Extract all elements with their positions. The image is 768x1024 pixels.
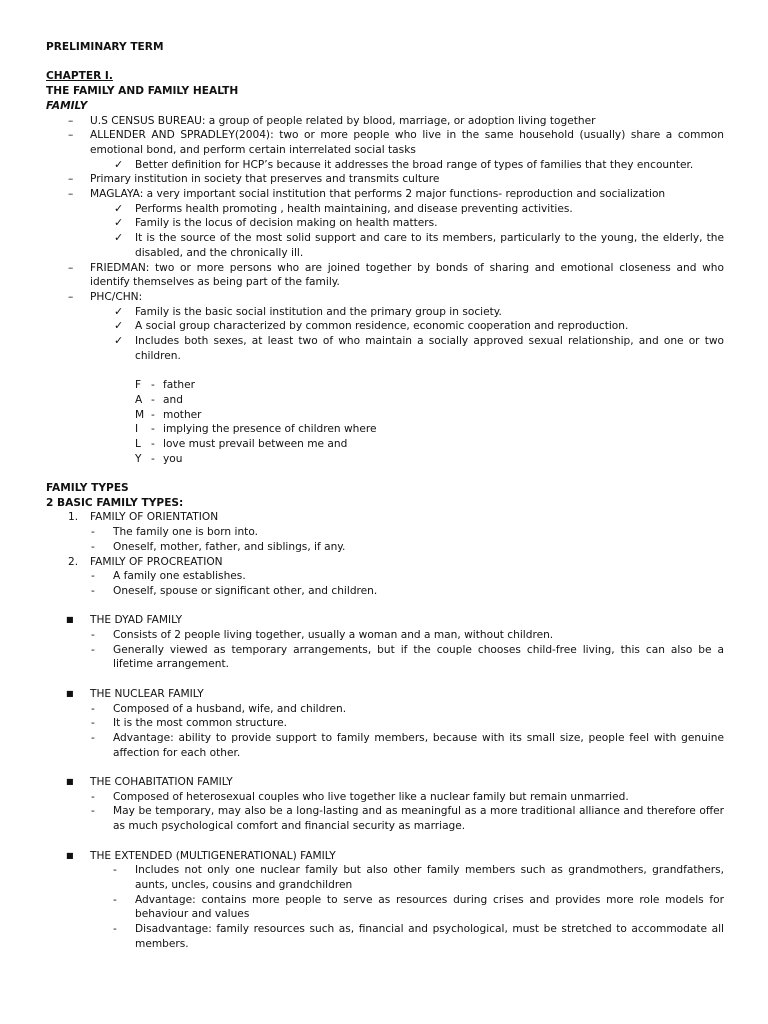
acronym-letter: Y bbox=[135, 452, 142, 465]
definition-item-text: PHC/CHN: bbox=[90, 290, 143, 303]
family-type-item-text: Composed of a husband, wife, and children. bbox=[113, 702, 347, 715]
basic-type-item-text: Oneself, spouse or significant other, and children. bbox=[113, 584, 378, 597]
definition-item bbox=[46, 261, 724, 290]
section-heading: FAMILY bbox=[46, 99, 88, 112]
family-type-title-text: THE DYAD FAMILY bbox=[90, 614, 183, 627]
basic-type-title bbox=[46, 555, 724, 570]
definition-subitem bbox=[46, 158, 724, 173]
acronym-word: implying the presence of children where bbox=[163, 423, 377, 436]
family-type-item bbox=[46, 643, 724, 672]
list-number: 1. bbox=[68, 511, 79, 524]
definition-subitem bbox=[46, 305, 724, 320]
basic-type-item-text: The family one is born into. bbox=[113, 526, 258, 539]
term-heading: PRELIMINARY TERM bbox=[46, 41, 164, 53]
acronym-dash: - bbox=[151, 452, 155, 465]
acronym-letter: F bbox=[135, 379, 142, 392]
family-type-title bbox=[46, 775, 724, 790]
definition-item bbox=[46, 114, 724, 129]
basic-type-title bbox=[46, 510, 724, 525]
family-type-item-text: Generally viewed as temporary arrangements, but if the couple chooses child-free living, this can also be a lifetime arrangement. bbox=[113, 643, 724, 671]
family-type-item bbox=[46, 804, 724, 833]
basic-type-title-text: FAMILY OF PROCREATION bbox=[90, 555, 223, 568]
family-type-item-text: Composed of heterosexual couples who live together like a nuclear family but remain unmarried. bbox=[113, 790, 629, 803]
definition-subitem bbox=[46, 319, 724, 334]
family-type-title-text: THE COHABITATION FAMILY bbox=[90, 776, 233, 789]
family-type-item bbox=[46, 731, 724, 760]
other-types-list bbox=[46, 599, 724, 952]
hyphen-bullet: - bbox=[91, 731, 95, 744]
acronym-dash: - bbox=[151, 379, 155, 392]
basic-type-item bbox=[46, 525, 724, 540]
acronym-word: and bbox=[163, 393, 183, 406]
definition-item-text: Primary institution in society that preserves and transmits culture bbox=[90, 173, 440, 186]
check-icon: ✓ bbox=[114, 334, 124, 348]
dash-bullet: – bbox=[68, 188, 74, 201]
definition-subitem bbox=[46, 334, 724, 363]
check-icon: ✓ bbox=[114, 201, 124, 215]
definition-subitem-text: A social group characterized by common residence, economic cooperation and reproduction. bbox=[135, 320, 629, 333]
definition-item bbox=[46, 172, 724, 187]
acronym-line bbox=[46, 437, 724, 452]
square-bullet-icon: ■ bbox=[66, 777, 74, 787]
family-type-item bbox=[46, 716, 724, 731]
definitions-list bbox=[46, 114, 724, 364]
family-types-heading: FAMILY TYPES bbox=[46, 482, 129, 495]
family-type-item bbox=[46, 893, 724, 922]
family-type-item-text: Includes not only one nuclear family but also other family members such as grandmothers, grandfathers, aunts, uncles, cousins and grandchildren bbox=[135, 864, 724, 891]
acronym-letter: M bbox=[135, 408, 145, 421]
family-type-item bbox=[46, 628, 724, 643]
hyphen-bullet: - bbox=[91, 526, 95, 539]
acronym-dash: - bbox=[151, 408, 155, 421]
acronym-word: mother bbox=[163, 408, 202, 421]
acronym-letter: A bbox=[135, 393, 143, 406]
hyphen-bullet: - bbox=[91, 717, 95, 730]
family-type-title-text: THE NUCLEAR FAMILY bbox=[90, 687, 204, 700]
dash-bullet: – bbox=[68, 173, 74, 186]
spacer bbox=[46, 599, 724, 614]
definition-subitem-text: It is the source of the most solid support and care to its members, particularly to the young, the elderly, the disabled, and the chronically ill. bbox=[135, 232, 724, 259]
hyphen-bullet: - bbox=[91, 643, 95, 656]
definition-subitem-text: Performs health promoting , health maintaining, and disease preventing activities. bbox=[135, 202, 573, 215]
definition-subitem-text: Family is the basic social institution and the primary group in society. bbox=[135, 305, 502, 318]
hyphen-bullet: - bbox=[91, 805, 95, 818]
definition-item-text: ALLENDER AND SPRADLEY(2004): two or more people who live in the same household (usually) share a common emotional bond, and perform certain interrelated social tasks bbox=[90, 129, 724, 156]
hyphen-bullet: - bbox=[91, 629, 95, 642]
definition-subitem-text: Better definition for HCP’s because it addresses the broad range of types of families that they encounter. bbox=[135, 158, 694, 171]
family-type-item-text: May be temporary, may also be a long-lasting and as meaningful as a more traditional alliance and therefore offer as much psychological comfort and financial security as marriage. bbox=[113, 805, 724, 833]
definition-item-text: U.S CENSUS BUREAU: a group of people related by blood, marriage, or adoption living together bbox=[90, 114, 596, 127]
dash-bullet: – bbox=[68, 114, 74, 127]
spacer bbox=[46, 834, 724, 849]
acronym-dash: - bbox=[151, 437, 155, 450]
check-icon: ✓ bbox=[114, 319, 124, 333]
basic-types-list bbox=[46, 510, 724, 598]
spacer bbox=[46, 672, 724, 687]
check-icon: ✓ bbox=[114, 157, 124, 171]
check-icon: ✓ bbox=[114, 231, 124, 245]
definition-item bbox=[46, 128, 724, 157]
document-page bbox=[46, 40, 724, 951]
chapter-heading: CHAPTER I. bbox=[46, 70, 113, 83]
family-type-title bbox=[46, 849, 724, 864]
acronym-letter: I bbox=[135, 423, 139, 436]
check-icon: ✓ bbox=[114, 216, 124, 230]
check-icon: ✓ bbox=[114, 304, 124, 318]
family-type-item-text: Advantage: ability to provide support to family members, because with its small size, people feel with genuine affection for each other. bbox=[113, 731, 724, 759]
list-number: 2. bbox=[68, 555, 79, 568]
family-type-item-text: It is the most common structure. bbox=[113, 717, 288, 730]
basic-type-title-text: FAMILY OF ORIENTATION bbox=[90, 511, 219, 524]
family-type-title bbox=[46, 613, 724, 628]
acronym-line bbox=[46, 422, 724, 437]
definition-subitem-text: Includes both sexes, at least two of who maintain a socially approved sexual relationship, and one or two children. bbox=[135, 335, 724, 362]
family-type-item bbox=[46, 863, 724, 892]
hyphen-bullet: - bbox=[113, 923, 117, 936]
dash-bullet: – bbox=[68, 129, 74, 142]
acronym-word: you bbox=[163, 452, 183, 465]
family-type-item bbox=[46, 922, 724, 951]
basic-type-item bbox=[46, 540, 724, 555]
hyphen-bullet: - bbox=[91, 790, 95, 803]
dash-bullet: – bbox=[68, 261, 74, 274]
family-type-item-text: Advantage: contains more people to serve as resources during crises and provides more role models for behaviour and values bbox=[135, 893, 724, 921]
acronym-word: love must prevail between me and bbox=[163, 437, 348, 450]
family-type-item bbox=[46, 790, 724, 805]
hyphen-bullet: - bbox=[91, 540, 95, 553]
definition-subitem bbox=[46, 202, 724, 217]
acronym-line bbox=[46, 393, 724, 408]
definition-item-text: MAGLAYA: a very important social institution that performs 2 major functions- reproduction and socialization bbox=[90, 188, 666, 201]
definition-subitem-text: Family is the locus of decision making on health matters. bbox=[135, 217, 438, 230]
hyphen-bullet: - bbox=[91, 570, 95, 583]
acronym-line bbox=[46, 408, 724, 423]
family-type-title bbox=[46, 687, 724, 702]
basic-type-item bbox=[46, 569, 724, 584]
acronym-letter: L bbox=[135, 437, 141, 450]
definition-subitem bbox=[46, 216, 724, 231]
basic-type-item-text: A family one establishes. bbox=[113, 570, 246, 583]
basic-type-item-text: Oneself, mother, father, and siblings, if any. bbox=[113, 540, 346, 553]
acronym-list bbox=[46, 378, 724, 466]
chapter-title: THE FAMILY AND FAMILY HEALTH bbox=[46, 85, 239, 98]
acronym-dash: - bbox=[151, 393, 155, 406]
square-bullet-icon: ■ bbox=[66, 850, 74, 860]
acronym-line bbox=[46, 378, 724, 393]
square-bullet-icon: ■ bbox=[66, 688, 74, 698]
dash-bullet: – bbox=[68, 290, 74, 303]
family-type-item-text: Consists of 2 people living together, usually a woman and a man, without children. bbox=[113, 629, 554, 642]
definition-item bbox=[46, 290, 724, 305]
hyphen-bullet: - bbox=[91, 702, 95, 715]
definition-item-text: FRIEDMAN: two or more persons who are joined together by bonds of sharing and emotional closeness and who identify themselves as being part of the family. bbox=[90, 261, 724, 289]
family-type-title-text: THE EXTENDED (MULTIGENERATIONAL) FAMILY bbox=[90, 849, 336, 862]
definition-item bbox=[46, 187, 724, 202]
family-type-item-text: Disadvantage: family resources such as, financial and psychological, must be stretched to accommodate all members. bbox=[135, 923, 724, 950]
acronym-dash: - bbox=[151, 423, 155, 436]
basic-types-heading: 2 BASIC FAMILY TYPES: bbox=[46, 496, 184, 509]
hyphen-bullet: - bbox=[113, 864, 117, 877]
basic-type-item bbox=[46, 584, 724, 599]
hyphen-bullet: - bbox=[91, 584, 95, 597]
hyphen-bullet: - bbox=[113, 893, 117, 906]
spacer bbox=[46, 760, 724, 775]
definition-subitem bbox=[46, 231, 724, 260]
acronym-line bbox=[46, 452, 724, 467]
square-bullet-icon: ■ bbox=[66, 615, 74, 625]
family-type-item bbox=[46, 702, 724, 717]
acronym-word: father bbox=[163, 379, 195, 392]
